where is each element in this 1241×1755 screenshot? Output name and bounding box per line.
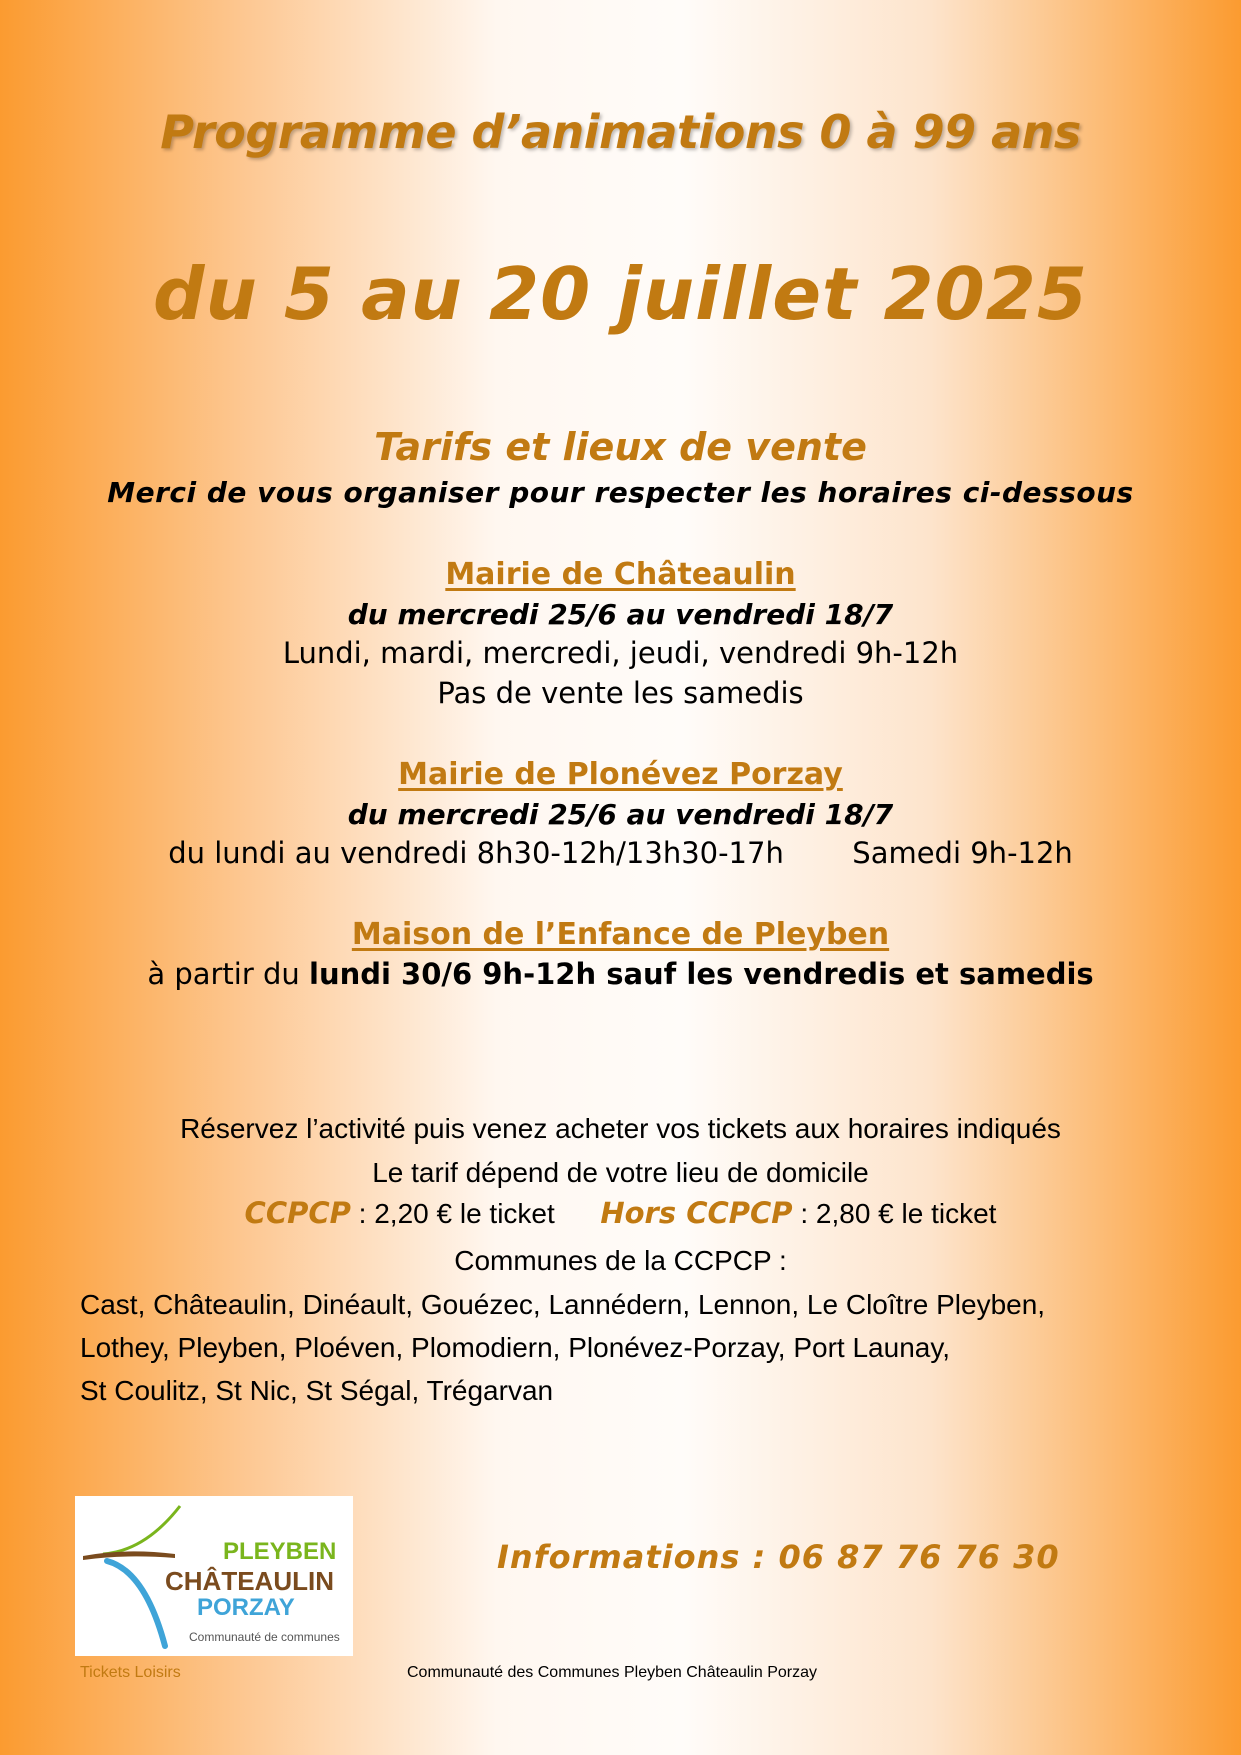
venue-plonevez-hours-row xyxy=(0,836,1241,870)
hors-ccpcp-label: Hors CCPCP xyxy=(600,1196,793,1230)
venue-plonevez-hours: du lundi au vendredi 8h30-12h/13h30-17h xyxy=(168,836,784,870)
ccpcp-price: : 2,20 € le ticket xyxy=(350,1198,555,1229)
venue-chateaulin-period: du mercredi 25/6 au vendredi 18/7 xyxy=(347,598,894,631)
footer-organization: Communauté des Communes Pleyben Châteaulin Porzay xyxy=(407,1664,817,1681)
communes-line: St Coulitz, St Nic, St Ségal, Trégarvan xyxy=(80,1375,554,1406)
communes-title: Communes de la CCPCP xyxy=(454,1245,772,1276)
ccpcp-logo xyxy=(75,1496,353,1656)
logo-subtitle: Communauté de communes xyxy=(189,1630,340,1644)
communes-colon: : xyxy=(771,1245,787,1276)
venue-pleyben-hours-row xyxy=(0,957,1241,991)
info-phone: Informations : 06 87 76 76 30 xyxy=(497,1538,1060,1576)
sales-notice: Merci de vous organiser pour respecter les horaires ci-dessous xyxy=(107,476,1134,509)
price-row xyxy=(0,1196,1241,1230)
venue-plonevez-period: du mercredi 25/6 au vendredi 18/7 xyxy=(347,798,894,831)
pricing-rule: Le tarif dépend de votre lieu de domicile xyxy=(372,1157,869,1188)
reservation-notice: Réservez l’activité puis venez acheter vos tickets aux horaires indiqués xyxy=(180,1113,1061,1144)
venue-pleyben-hours: lundi 30/6 9h-12h sauf les vendredis et samedis xyxy=(309,957,1094,991)
logo-line-porzay: PORZAY xyxy=(197,1594,295,1621)
page-title: Programme d’animations 0 à 99 ans xyxy=(160,105,1081,159)
tickets-loisirs-label: Tickets Loisirs xyxy=(80,1664,181,1681)
communes-line: Cast, Châteaulin, Dinéault, Gouézec, Lannédern, Lennon, Le Cloître Pleyben, xyxy=(80,1289,1046,1320)
venue-pleyben-hours-prefix: à partir du xyxy=(147,957,300,991)
venue-chateaulin-hours: Lundi, mardi, mercredi, jeudi, vendredi 9h-12h xyxy=(282,636,959,670)
venue-chateaulin-note: Pas de vente les samedis xyxy=(437,676,804,710)
venue-plonevez-saturday: Samedi 9h-12h xyxy=(852,836,1073,870)
venue-plonevez-name: Mairie de Plonévez Porzay xyxy=(398,757,843,792)
hors-ccpcp-price: : 2,80 € le ticket xyxy=(792,1198,997,1229)
logo-line-pleyben: PLEYBEN xyxy=(223,1538,337,1565)
venue-chateaulin-name: Mairie de Châteaulin xyxy=(445,557,796,592)
event-dates: du 5 au 20 juillet 2025 xyxy=(153,252,1088,336)
venue-pleyben-name: Maison de l’Enfance de Pleyben xyxy=(351,917,890,952)
communes-line: Lothey, Pleyben, Ploéven, Plomodiern, Plonévez-Porzay, Port Launay, xyxy=(80,1332,951,1363)
logo-line-chateaulin: CHÂTEAULIN xyxy=(165,1566,334,1596)
communes-title-row xyxy=(0,1245,1241,1277)
communes-list xyxy=(80,1283,1200,1412)
sales-title: Tarifs et lieux de vente xyxy=(374,425,867,469)
ccpcp-label: CCPCP xyxy=(244,1196,351,1230)
